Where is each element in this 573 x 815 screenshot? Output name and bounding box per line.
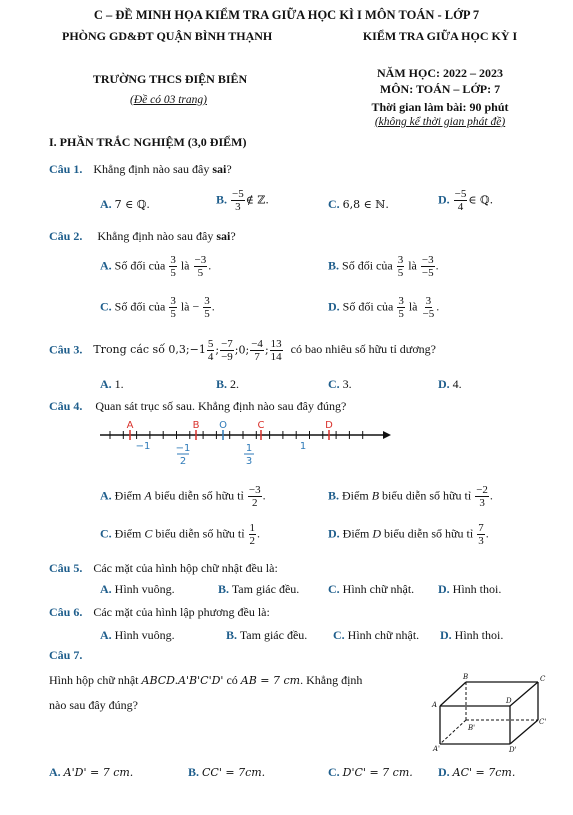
header-right-year: NĂM HỌC: 2022 – 2023: [377, 66, 503, 80]
q2-option-d[interactable]: D. Số đối của $\frac{3}{5}$ là $\frac{3}{-5}$ .: [328, 295, 440, 320]
vertex-label-a: A: [432, 701, 438, 709]
box-figure: [430, 672, 550, 756]
vertex-label-c: C: [540, 675, 546, 683]
question-text-end: ?: [226, 162, 232, 176]
question-label: Câu 2.: [49, 229, 83, 243]
q3-option-a[interactable]: A. 1.: [100, 377, 124, 391]
question-text: Khẳng định nào sau đây: [97, 229, 217, 243]
point-label-b: B: [192, 420, 200, 431]
question-label: Câu 1.: [49, 162, 83, 176]
q7-option-a[interactable]: A. A'D' = 7 cm.: [49, 765, 134, 779]
q4-option-c[interactable]: C. Điểm C biểu diễn số hữu tỉ $\frac{1}{2}$ .: [100, 522, 261, 547]
q4-option-a[interactable]: A. Điểm A biểu diễn số hữu tỉ $\frac{-3}{2}$ .: [100, 484, 266, 509]
question-label: Câu 4.: [49, 399, 83, 413]
q6-option-b[interactable]: B. Tam giác đều.: [226, 628, 308, 642]
question-text: Khẳng định nào sau đây: [93, 162, 213, 176]
q1-option-b[interactable]: B. $\frac{-5}{3}$ ∉ ℤ.: [216, 188, 269, 213]
question-5: Câu 5. Các mặt của hình hộp chữ nhật đều là:: [49, 561, 278, 575]
tick-label-frac-num-2: 1: [245, 443, 253, 454]
q2-option-a[interactable]: A. Số đối của $\frac{3}{5}$ là $\frac{-3}{5}$ .: [100, 254, 212, 279]
header-left-department: PHÒNG GD&ĐT QUẬN BÌNH THẠNH: [62, 29, 273, 43]
point-label-d: D: [325, 420, 333, 431]
q1-option-c[interactable]: C. 6,8 ∈ ℕ.: [328, 197, 389, 211]
fraction: $\frac{-5}{4}$: [454, 188, 467, 213]
q5-option-c[interactable]: C. Hình chữ nhật.: [328, 582, 415, 596]
question-label: Câu 3.: [49, 342, 83, 357]
vertex-label-a-prime: A': [433, 745, 440, 753]
number-line: [95, 416, 395, 472]
q5-option-b[interactable]: B. Tam giác đều.: [218, 582, 300, 596]
q3-option-b[interactable]: B. 2.: [216, 377, 240, 391]
q5-option-a[interactable]: A. Hình vuông.: [100, 582, 175, 596]
question-3: Câu 3. Trong các số 0,3;−1 $\frac{5}{4}$ ; $\frac{-7}{-9}$ ;0; $\frac{-4}{7}$ ; $\frac{13}{14}$ có bao nhiêu số hữu tỉ dương?: [49, 338, 436, 363]
axis-arrow: [383, 431, 391, 439]
q5-option-d[interactable]: D. Hình thoi.: [438, 582, 502, 596]
question-7-text-line2: nào sau đây đúng?: [49, 698, 138, 712]
q3-option-d[interactable]: D. 4.: [438, 377, 462, 391]
q6-option-c[interactable]: C. Hình chữ nhật.: [333, 628, 420, 642]
question-label: Câu 6.: [49, 605, 83, 619]
tick-label-minus-1: −1: [135, 441, 151, 452]
point-label-o: O: [219, 420, 227, 431]
q1-option-d[interactable]: D. $\frac{-5}{4}$ ∈ ℚ.: [438, 188, 494, 213]
q6-option-a[interactable]: A. Hình vuông.: [100, 628, 175, 642]
fraction: $\frac{-5}{3}$: [232, 188, 244, 213]
q6-option-d[interactable]: D. Hình thoi.: [440, 628, 504, 642]
vertex-label-b-prime: B': [468, 724, 476, 732]
document-title: C – ĐỀ MINH HỌA KIỂM TRA GIỮA HỌC KÌ I MÔN TOÁN - LỚP 7: [93, 8, 480, 22]
vertex-label-c-prime: C': [539, 718, 547, 726]
header-left-school: TRƯỜNG THCS ĐIỆN BIÊN: [92, 72, 248, 86]
header-left-page-note: (Đề có 03 trang): [130, 94, 207, 106]
vertex-label-b: B: [463, 673, 469, 681]
question-1: [49, 162, 232, 177]
question-2: Câu 2. Khẳng định nào sau đây sai?: [49, 229, 236, 243]
q4-option-d[interactable]: D. Điểm D biểu diễn số hữu tỉ $\frac{7}{3}$ .: [328, 522, 489, 547]
q3-option-c[interactable]: C. 3.: [328, 377, 352, 391]
header-right-time: Thời gian làm bài: 90 phút: [371, 100, 509, 114]
question-7-text-line1: Hình hộp chữ nhật ABCD.A'B'C'D' có AB = 7 cm. Khẳng định: [49, 673, 363, 687]
header-right-subject: MÔN: TOÁN – LỚP: 7: [379, 82, 501, 96]
question-4: Câu 4. Quan sát trục số sau. Khẳng định nào sau đây đúng?: [49, 399, 347, 413]
section-title: I. PHẦN TRẮC NGHIỆM (3,0 ĐIỂM): [49, 135, 247, 149]
header-right-time-note: (không kể thời gian phát đề): [374, 116, 506, 128]
q7-option-c[interactable]: C. D'C' = 7 cm.: [328, 765, 413, 779]
q2-option-c[interactable]: C. Số đối của $\frac{3}{5}$ là − $\frac{3}{5}$ .: [100, 295, 215, 320]
vertex-label-d-prime: D': [509, 746, 517, 754]
tick-label-1: 1: [299, 441, 307, 452]
q2-option-b[interactable]: B. Số đối của $\frac{3}{5}$ là $\frac{-3}{-5}$ .: [328, 254, 439, 279]
header-right-exam: KIỂM TRA GIỮA HỌC KỲ I: [362, 29, 518, 43]
q4-option-b[interactable]: B. Điểm B biểu diễn số hữu tỉ $\frac{-2}{3}$ .: [328, 484, 493, 509]
question-label: Câu 5.: [49, 561, 83, 575]
tick-label-frac-den-2: 3: [245, 456, 253, 467]
point-label-c: C: [257, 420, 265, 431]
question-text-bold: sai: [212, 162, 227, 176]
q7-option-b[interactable]: B. CC' = 7cm.: [188, 765, 266, 779]
q7-option-d[interactable]: D. AC' = 7cm.: [438, 765, 516, 779]
tick-label-frac-num-1: −1: [175, 443, 191, 454]
tick-label-frac-den-1: 2: [179, 456, 187, 467]
point-label-a: A: [126, 420, 134, 431]
vertex-label-d: D: [506, 697, 512, 705]
question-6: Câu 6. Các mặt của hình lập phương đều là:: [49, 605, 270, 619]
question-7-label: Câu 7.: [49, 648, 83, 662]
q1-option-a[interactable]: A. 7 ∈ ℚ.: [100, 197, 150, 211]
